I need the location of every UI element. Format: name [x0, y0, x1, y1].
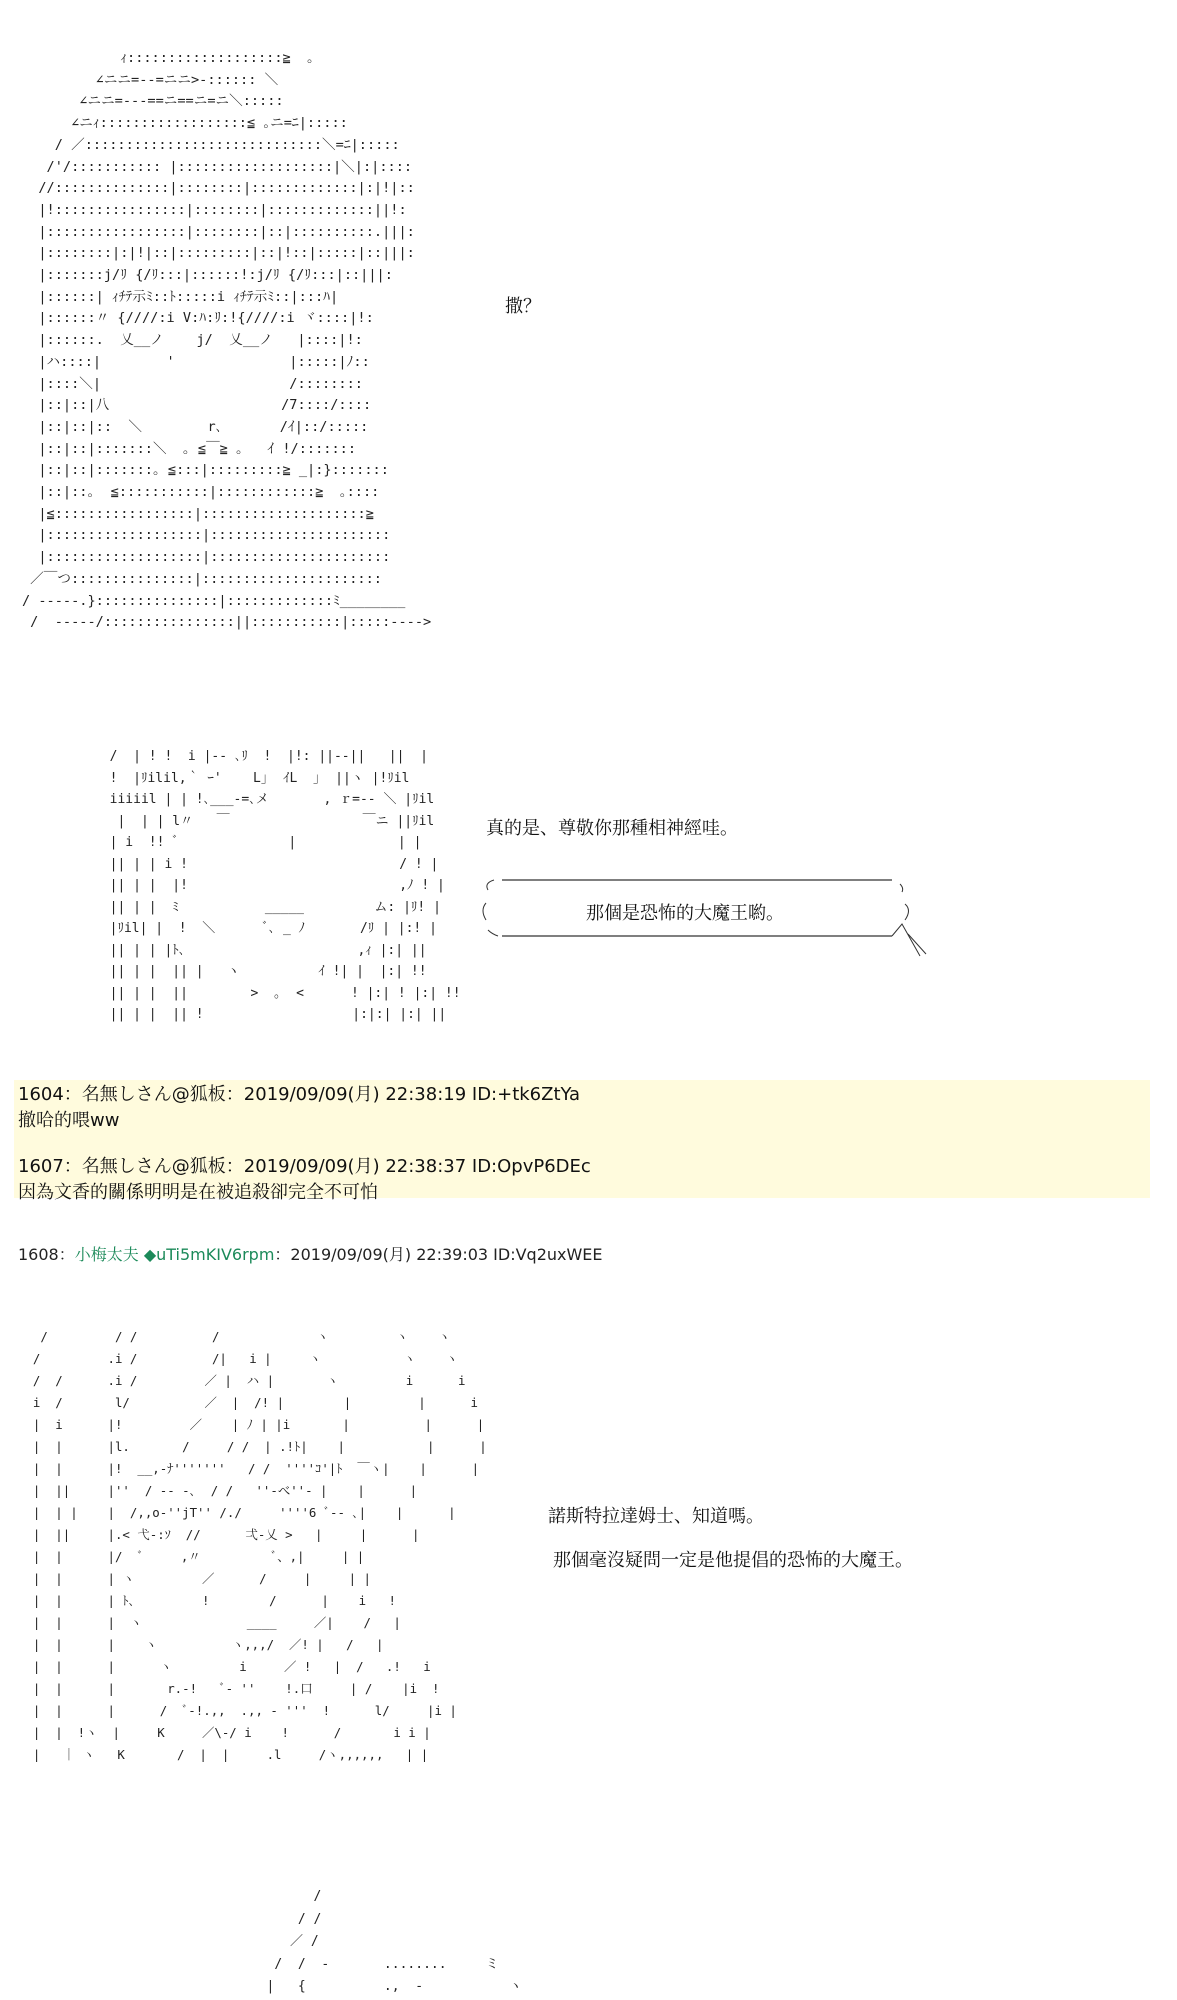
ascii-art-panel-4: / / / ／ / / / - ........ ミ | { ., - ヽ — [266, 1889, 523, 1994]
panel-3-dialog-line-2: 那個毫沒疑問一定是他提倡的恐怖的大魔王。 — [553, 1550, 913, 1571]
post-body: 撤哈的喂ww — [18, 1110, 120, 1131]
ascii-art-panel-1: ｨ:::::::::::::::::::≧ ｡ ∠ニニ=--=ニニ>-:::::: ＼ ∠ニニ=---==ニ==ニ=ニ＼::::: ∠ニｨ::::::::::::::::::≦ ｡ニ=ﾆ|::::: / ／:::::::::::::::::::::::::::::＼=ﾆ|::::: /'/::::::::::: |:::::::::::::::::::|＼|:|:::: //::::::::::::::|::::::::|:::::::::::::|:|!|:: |!::::::::::::::::|::::::::|:::::::::::::||!: |:::::::::::::::::|::::::::|::|::::::::::.|||: |::::::::|:|!|::|:::::::::|::|!::|:::::|::|||: |:::::::j/ﾘ {/ﾘ:::|::::::!:j/ﾘ {/ﾘ:::|::|||: |::::::| ｨﾁﾃ示ﾐ::ﾄ:::::i ｨﾁﾃ示ﾐ::|:::ﾊ| |::::::〃 {////:i V:ﾊ:ﾘ:!{////:i ヾ::::|!: |::::::. 乂__ノ j/ 乂__ノ |::::|!: |ハ::::| ' |:::::|ﾉ:: |::::＼| /:::::::: |::|::|八 /7::::/:::: |::|::|:: ＼ r､ /ｲ|::/::::: |::|::|:::::::＼ ｡ ≦￣≧ ｡ ｲ !/::::::: |::|::|:::::::｡ ≦:::|:::::::::≧ _|:}::::::: |::|::｡ ≦:::::::::::|::::::::::::≧ ｡:::: |≦:::::::::::::::::|::::::::::::::::::::≧ |:::::::::::::::::::|:::::::::::::::::::::: |:::::::::::::::::::|:::::::::::::::::::::: ／￣つ:::::::::::::::|:::::::::::::::::::::: / -----.}:::::::::::::::|:::::::::::::ﾐ________ / -----/::::::::::::::::||:::::::::::|:::::----> — [22, 50, 432, 631]
post-datetime: ：2019/09/09(月) 22:39:03 ID:Vq2uxWEE — [274, 1245, 603, 1264]
separator: ： — [58, 1245, 75, 1264]
post-header: 1604：名無しさん@狐板：2019/09/09(月) 22:38:19 ID:+tk6ZtYa — [18, 1084, 581, 1105]
ascii-art-panel-2: / | ! ! i |-- ､ﾘ ! |!: ||--|| || | ! |ﾘilil,｀ ｰ' L｣ ｲL ｣ ||ヽ |!ﾘil iiiiil | | !､___-=､メ , ｒ=-- ＼ |ﾘil | | | l〃 ￣ ￣ニ ||ﾘil | i !! ﾞ | | | || | | i ! / ! | || | | |! ,ﾉ ! | || | | ﾐ _____ ム: |ﾘ! | |ﾘil| | ! ＼ ﾞ､ _ ﾉ /ﾘ | |:! | || | | |ﾄ､ ,ｨ |:| || || | | || | ヽ ｲ !| | |:| !! || | | || > ｡ < ! |:| ! |:| !! || | | || ! |:|:| |:| || — [109, 749, 461, 1022]
post-header: 1607：名無しさん@狐板：2019/09/09(月) 22:38:37 ID:OpvP6DEc — [18, 1156, 591, 1177]
author-post-header — [18, 1242, 603, 1265]
speech-bubble — [480, 868, 940, 978]
panel-1-dialog: 撒？ — [505, 296, 541, 317]
panel-2-dialog: 真的是、尊敬你那種相神經哇。 — [486, 818, 738, 839]
speech-bubble-text: 那個是恐怖的大魔王喲。 — [586, 903, 784, 924]
post-body: 因為文香的關係明明是在被追殺卻完全不可怕 — [18, 1182, 378, 1203]
panel-3-dialog-line-1: 諾斯特拉達姆士、知道嗎。 — [548, 1506, 764, 1527]
post-1604 — [18, 1080, 580, 1132]
post-list — [14, 1080, 1150, 1203]
author-name[interactable]: 小梅太夫 ◆uTi5mKIV6rpm — [74, 1245, 275, 1264]
post-1607 — [18, 1152, 591, 1204]
post-number: 1608 — [18, 1245, 59, 1264]
ascii-art-panel-3: / / / / ヽ ヽ ヽ / .i / /| i | ヽ ヽ ヽ / / .i / ／ | ハ | ヽ i i i / l/ ／ | /! | | | i | i |! ／ | ﾉ | |i | | | | | |l. / / / | .!ﾄ| | | | | | |! __,-ﾅ''''''' / / ''''ｺ'|ﾄ ￣ヽ| | | | || |'' / ‐- -､ / / ''‐べ''- | | | | | | | /,,o-''jT'' /./ ''''6 ﾞ-- ､| | | | || |.< 弋-:ｿ // 弌-乂 > | | | | | |/ ﾞ ,〃 ﾞ、,| | | | | | ヽ ／ / | | | | | | ﾄ､ ! / | i ! | | | ヽ ____ ／| / | | | | ヽ ヽ,,,/ ／! | / | | | | ヽ i ／ ! | / .! i | | | r.‐! ﾞ- '' !.口 | / |i ! | | | / ﾞ-!.,, .,, - ''' ! l/ |i | | | !ヽ | K ／\-/ i ! / i i | | ｜ ヽ K / | | .l /ヽ,,,,,, | | — [32, 1329, 487, 1762]
